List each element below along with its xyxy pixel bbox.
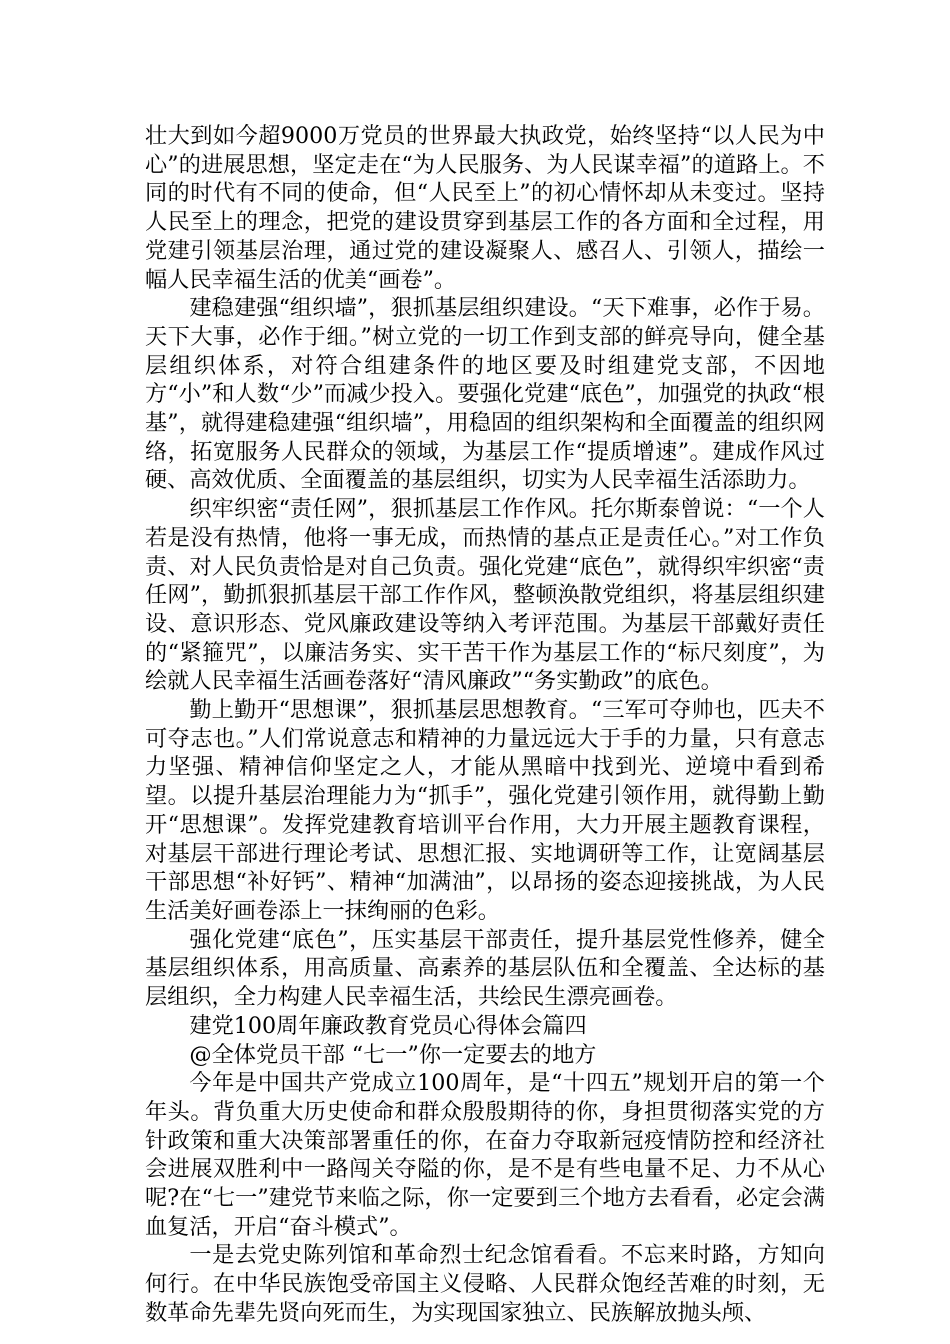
paragraph-continuation: 壮大到如今超9000万党员的世界最大执政党，始终坚持“以人民为中心”的进展思想，坚定走在“为人民服务、为人民谋幸福”的道路上。不同的时代有不同的使命，但“人民至上”的初心情怀却从未变过。坚持人民至上的理念，把党的建设贯穿到基层工作的各方面和全过程，用党建引领基层治理，通过党的建设凝聚人、感召人、引领人，描绘一幅人民幸福生活的优美“画卷”。 — [145, 123, 825, 293]
paragraph-responsibility-net: 织牢织密“责任网”，狠抓基层工作作风。托尔斯泰曾说：“一个人若是没有热情，他将一事无成，而热情的基点正是责任心。”对工作负责、对人民负责恰是对自己负责。强化党建“底色”，就得织牢织密“责任网”，勤抓狠抓基层干部工作作风，整顿涣散党组织，将基层组织建设、意识形态、党风廉政建设等纳入考评范围。为基层干部戴好责任的“紧箍咒”，以廉洁务实、实干苦干作为基层工作的“标尺刻度”，为绘就人民幸福生活画卷落好“清风廉政”“务实勤政”的底色。 — [145, 496, 825, 695]
document-page — [145, 122, 825, 1328]
paragraph-centenary: 今年是中国共产党成立100周年，是“十四五”规划开启的第一个年头。背负重大历史使命和群众殷殷期待的你，身担贯彻落实党的方针政策和重大决策部署重任的你，在奋力夺取新冠疫情防控和经济社会进展双胜利中一路闯关夺隘的你，是不是有些电量不足、力不从心呢?在“七一”建党节来临之际，你一定要到三个地方去看看，必定会满血复活，开启“奋斗模式”。 — [145, 1070, 825, 1240]
paragraph-organization-wall: 建稳建强“组织墙”，狠抓基层组织建设。“天下难事，必作于易。天下大事，必作于细。”树立党的一切工作到支部的鲜亮导向，健全基层组织体系，对符合组建条件的地区要及时组建党支部，不因地方“小”和人数“少”而减少投入。要强化党建“底色”，加强党的执政“根基”，就得建稳建强“组织墙”，用稳固的组织架构和全面覆盖的组织网络，拓宽服务人民群众的领域，为基层工作“提质增速”。建成作风过硬、高效优质、全面覆盖的基层组织，切实为人民幸福生活添助力。 — [145, 295, 825, 494]
paragraph-conclusion: 强化党建“底色”，压实基层干部责任，提升基层党性修养，健全基层组织体系，用高质量、高素养的基层队伍和全覆盖、全达标的基层组织，全力构建人民幸福生活，共绘民生漂亮画卷。 — [145, 926, 825, 1011]
paragraph-museum: 一是去党史陈列馆和革命烈士纪念馆看看。不忘来时路，方知向何行。在中华民族饱受帝国主义侵略、人民群众饱经苦难的时刻，无数革命先辈先贤向死而生，为实现国家独立、民族解放抛头颅、 — [145, 1242, 825, 1326]
section-heading: 建党100周年廉政教育党员心得体会篇四 — [189, 1012, 587, 1039]
paragraph-thought-class: 勤上勤开“思想课”，狠抓基层思想教育。“三军可夺帅也，匹夫不可夺志也。”人们常说意志和精神的力量远远大于手的力量，只有意志力坚强、精神信仰坚定之人，才能从黑暗中找到光、逆境中看到希望。以提升基层治理能力为“抓手”，强化党建引领作用，就得勤上勤开“思想课”。发挥党建教育培训平台作用，大力开展主题教育课程，对基层干部进行理论考试、思想汇报、实地调研等工作，让宽阔基层干部思想“补好钙”、精神“加满油”，以昂扬的姿态迎接挑战，为人民生活美好画卷添上一抹绚丽的色彩。 — [145, 697, 825, 924]
section-subheading: @全体党员干部 “七一”你一定要去的地方 — [189, 1041, 597, 1068]
